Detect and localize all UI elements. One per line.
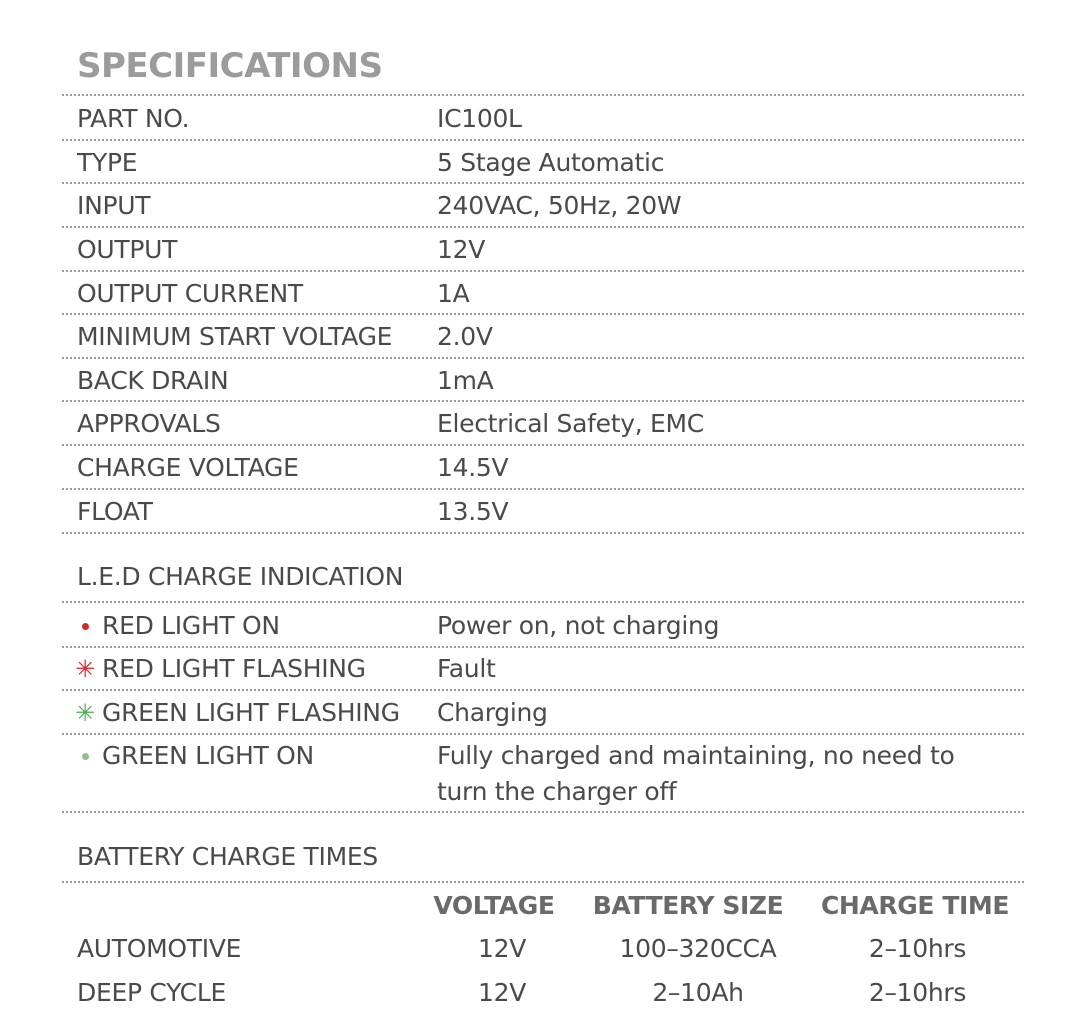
column-header-charge-time: CHARGE TIME [820, 891, 1010, 920]
spec-value: 240VAC, 50Hz, 20W [437, 191, 682, 220]
spec-label: FLOAT [77, 497, 153, 526]
red-dot-icon [73, 604, 97, 648]
green-flash-icon: ✳ [74, 699, 96, 727]
spec-label: APPROVALS [77, 409, 221, 438]
green-dot-icon [73, 734, 97, 778]
spec-row-output [0, 228, 1080, 272]
table-row [0, 971, 1080, 1015]
spec-row-input [0, 184, 1080, 228]
column-header-voltage: VOLTAGE [433, 891, 555, 920]
spec-value: 12V [437, 235, 486, 264]
spec-value: 5 Stage Automatic [437, 148, 665, 177]
spec-row-back-drain [0, 359, 1080, 403]
led-value: Fault [437, 654, 496, 683]
spec-value: 14.5V [437, 453, 509, 482]
table-row [0, 927, 1080, 971]
spec-label: CHARGE VOLTAGE [77, 453, 299, 482]
led-row-green-on [0, 734, 1080, 812]
spec-value: 1mA [437, 366, 494, 395]
spec-value: Electrical Safety, EMC [437, 409, 704, 438]
spec-label: OUTPUT [77, 235, 178, 264]
spec-row-charge-voltage [0, 446, 1080, 490]
spec-row-approvals [0, 402, 1080, 446]
led-label: RED LIGHT ON [102, 611, 280, 640]
battery-section-title: BATTERY CHARGE TIMES [77, 842, 378, 871]
led-section-title: L.E.D CHARGE INDICATION [77, 562, 404, 591]
spec-row-minimum-start-voltage [0, 315, 1080, 359]
spec-value: 13.5V [437, 497, 509, 526]
red-flash-icon: ✳ [74, 655, 96, 683]
divider [62, 881, 1024, 883]
battery-size: 2–10Ah [652, 978, 744, 1007]
led-label: GREEN LIGHT FLASHING [102, 698, 400, 727]
spec-row-part-no [0, 97, 1080, 141]
divider [62, 601, 1024, 603]
battery-size: 100–320CCA [619, 934, 777, 963]
spec-label: OUTPUT CURRENT [77, 279, 303, 308]
spec-row-output-current [0, 272, 1080, 316]
spec-value: 1A [437, 279, 470, 308]
battery-type: DEEP CYCLE [77, 978, 226, 1007]
spec-label: BACK DRAIN [77, 366, 229, 395]
spec-value: IC100L [437, 104, 522, 133]
specifications-title: SPECIFICATIONS [77, 46, 383, 86]
column-header-battery-size: BATTERY SIZE [592, 891, 784, 920]
battery-charge-time: 2–10hrs [868, 978, 967, 1007]
spec-value: 2.0V [437, 322, 493, 351]
led-row-red-on [0, 604, 1080, 648]
spec-label: TYPE [77, 148, 138, 177]
led-value: Charging [437, 698, 548, 727]
battery-charge-time: 2–10hrs [868, 934, 967, 963]
battery-voltage: 12V [477, 934, 526, 963]
divider [62, 94, 1024, 96]
led-row-green-flashing [0, 691, 1080, 735]
spec-label: INPUT [77, 191, 151, 220]
divider [62, 532, 1024, 534]
led-row-red-flashing [0, 647, 1080, 691]
battery-type: AUTOMOTIVE [77, 934, 242, 963]
led-label: RED LIGHT FLASHING [102, 654, 366, 683]
spec-label: MINIMUM START VOLTAGE [77, 322, 393, 351]
spec-row-float [0, 490, 1080, 534]
led-label: GREEN LIGHT ON [102, 741, 314, 770]
spec-row-type [0, 141, 1080, 185]
led-value: Fully charged and maintaining, no need to turn the charger off [437, 741, 955, 806]
battery-table-header [0, 884, 1080, 928]
spec-label: PART NO. [77, 104, 190, 133]
battery-voltage: 12V [477, 978, 526, 1007]
divider [62, 811, 1024, 813]
led-value: Power on, not charging [437, 611, 720, 640]
